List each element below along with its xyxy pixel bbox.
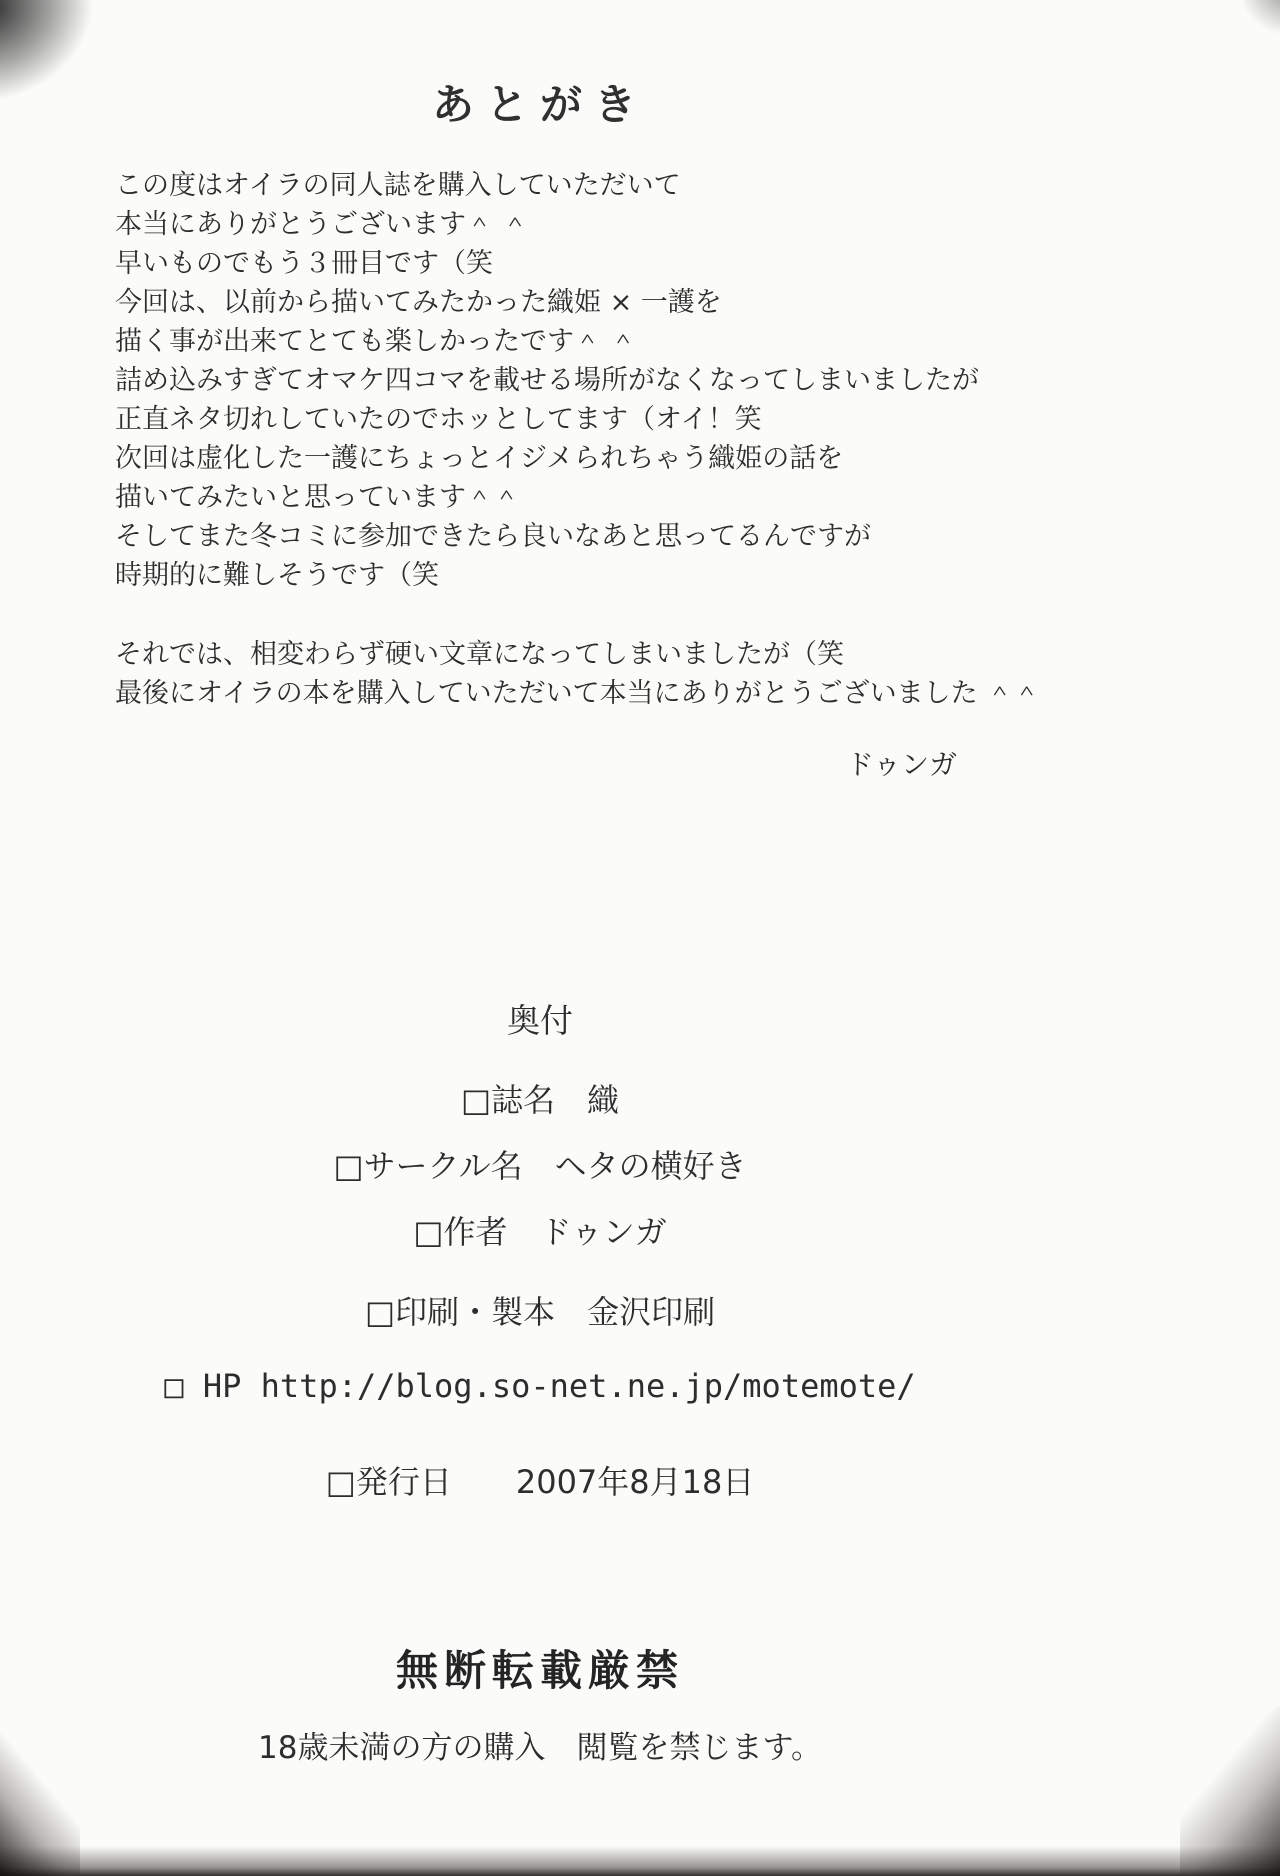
afterword-line: 正直ネタ切れしていたのでホッとしてます（オイ！笑 — [115, 404, 762, 435]
colophon-entry-author: □作者 ドゥンガ — [413, 1213, 667, 1251]
scan-artifact-bottom-edge — [0, 1846, 1280, 1876]
afterword-paragraph-1 — [115, 166, 1075, 595]
colophon-entry-printing: □印刷・製本 金沢印刷 — [364, 1293, 716, 1331]
scan-artifact-top-right — [1234, 0, 1280, 40]
afterword-line: この度はオイラの同人誌を購入していただいて — [115, 170, 681, 201]
page-title: あとがき — [431, 80, 648, 129]
scan-artifact-bottom-right — [1180, 1706, 1280, 1876]
afterword-line: 本当にありがとうございます＾ ＾ — [115, 209, 529, 240]
afterword-line: そしてまた冬コミに参加できたら良いなあと思ってるんですが — [115, 521, 871, 552]
colophon-heading: 奥付 — [507, 1001, 573, 1040]
afterword-line: それでは、相変わらず硬い文章になってしまいましたが（笑 — [115, 639, 844, 670]
afterword-line: 描く事が出来てとても楽しかったです＾ ＾ — [115, 326, 637, 357]
footer-warnings — [0, 1638, 1080, 1767]
afterword-paragraph-2 — [115, 635, 1075, 713]
afterword-line: 次回は虚化した一護にちょっとイジメられちゃう織姫の話を — [115, 443, 844, 474]
afterword-line: 時期的に難しそうです（笑 — [115, 560, 439, 591]
colophon-entry-title: □誌名 織 — [460, 1081, 620, 1119]
afterword-line: 最後にオイラの本を購入していただいて本当にありがとうございました ＾＾ — [115, 678, 1041, 709]
afterword-line: 今回は、以前から描いてみたかった織姫 × 一護を — [115, 287, 722, 318]
no-reproduction-warning: 無断転載厳禁 — [395, 1646, 684, 1695]
colophon — [0, 995, 1080, 1502]
age-restriction-warning: 18歳未満の方の購入 閲覧を禁じます。 — [258, 1730, 822, 1766]
colophon-entry-circle: □サークル名 ヘタの横好き — [333, 1147, 747, 1185]
afterword-body — [115, 166, 1075, 783]
colophon-entry-publication-date: □発行日 2007年8月18日 — [325, 1463, 755, 1501]
afterword-line: 詰め込みすぎてオマケ四コマを載せる場所がなくなってしまいましたが — [115, 365, 979, 396]
author-signature: ドゥンガ — [845, 748, 957, 781]
afterword-line: 早いものでもう３冊目です（笑 — [115, 248, 493, 279]
colophon-entry-homepage-url: □ HP http://blog.so-net.ne.jp/motemote/ — [164, 1367, 916, 1405]
afterword-line: 描いてみたいと思っています＾＾ — [115, 482, 520, 513]
